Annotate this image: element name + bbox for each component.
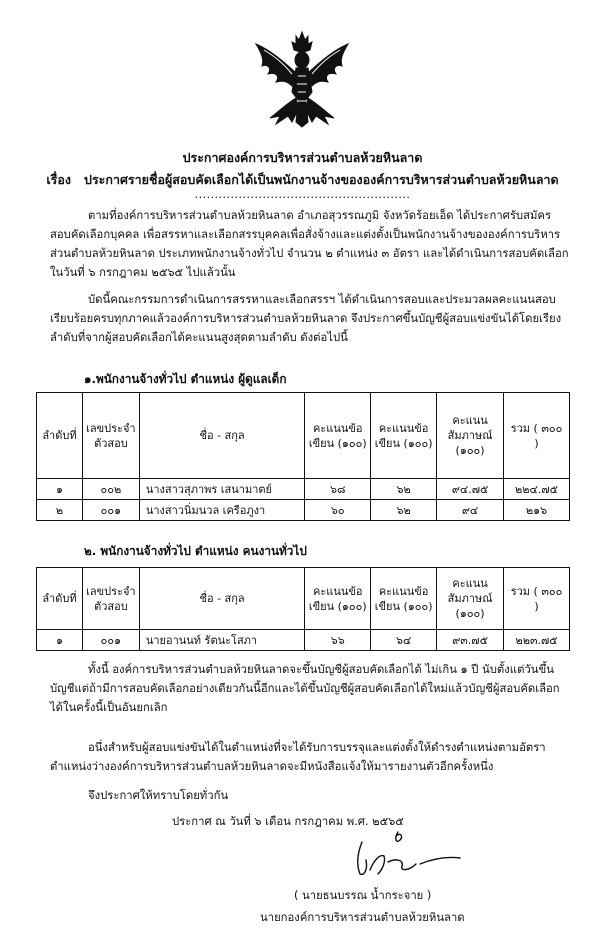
subject-label: เรื่อง	[46, 172, 71, 187]
paragraph-2-text: บัดนี้คณะกรรมการดำเนินการสรรหาและเลือกสรรฯ ได้ดำเนินการสอบและประมวลผลคะแนนสอบเรียบร้อยครบทุกภาคแล้วองค์การบริหารส่วนตำบลห้วยหินลาด จึงประกาศขึ้นบัญชีผู้สอบแข่งขันได้โดยเรียงลำดับที่จากผู้สอบคัดเลือกได้คะแนนสูงสุดตามลำดับ ดังต่อไปนี้	[50, 293, 562, 344]
paragraph-3-text: ทั้งนี้ องค์การบริหารส่วนตำบลห้วยหินลาดจะขึ้นบัญชีผู้สอบคัดเลือกได้ ไม่เกิน ๑ ปี นับตั้งแต่วันขึ้นบัญชีแต่ถ้ามีการสอบคัดเลือกอย่างเดียวกันนี้อีกและได้ขึ้นบัญชีผู้สอบคัดเลือกได้ใหม่แล้วบัญชีผู้สอบคัดเลือกได้ในครั้งนี้เป็นอันยกเลิก	[50, 663, 560, 714]
table-header-row	[37, 393, 570, 479]
org-title: ประกาศองค์การบริหารส่วนตำบลห้วยหินลาด	[182, 150, 423, 165]
header-total: รวม ( ๓๐๐ )	[504, 568, 570, 630]
cell-id: ๐๐๑	[82, 630, 139, 651]
header-name: ชื่อ - สกุล	[139, 568, 304, 630]
cell-name: นางสาวสุภาพร เสนามาตย์	[139, 479, 304, 500]
cell-written-1: ๖๘	[305, 479, 371, 500]
separator: ......................................................	[194, 188, 411, 201]
paragraph-1-text: ตามที่องค์การบริหารส่วนตำบลห้วยหินลาด อำเภอสุวรรณภูมิ จังหวัดร้อยเอ็ด ได้ประกาศรับสมัครสอบคัดเลือกบุคคล เพื่อสรรหาและเลือกสรรบุคคลเพื่อสั่งจ้างและแต่งตั้งเป็นพนักงานจ้างขององค์การบริหารส่วนตำบลห้วยหินลาด ประเภทพนักงานจ้างทั่วไป จำนวน ๒ ตำแหน่ง ๓ อัตรา และได้ดำเนินการสอบคัดเลือกในวันที่ ๖ กรกฎาคม ๒๕๖๕ ไปแล้วนั้น	[50, 209, 569, 279]
header-interview: คะแนนสัมภาษณ์ (๑๐๐)	[437, 393, 504, 479]
cell-interview: ๙๓.๗๕	[437, 630, 504, 651]
section-1-table	[36, 392, 570, 521]
paragraph-3	[50, 660, 570, 717]
paragraph-2	[50, 290, 570, 347]
header-written-1: คะแนนข้อเขียน (๑๐๐)	[305, 393, 371, 479]
header-total: รวม ( ๓๐๐ )	[504, 393, 570, 479]
cell-total: ๒๒๔.๗๕	[504, 479, 570, 500]
header-written-2: คะแนนข้อเขียน (๑๐๐)	[371, 568, 437, 630]
section-1-title: ๑.พนักงานจ้างทั่วไป ตำแหน่ง ผู้ดูแลเด็ก	[84, 372, 287, 386]
cell-written-1: ๖๐	[305, 500, 371, 521]
signature-icon	[340, 830, 470, 880]
table-row	[37, 630, 570, 651]
cell-total: ๒๑๖	[504, 500, 570, 521]
cell-interview: ๙๔.๗๕	[437, 479, 504, 500]
cell-id: ๐๐๑	[82, 500, 139, 521]
paragraph-1	[50, 206, 570, 282]
header-id: เลขประจำตัวสอบ	[82, 568, 139, 630]
section-2-title: ๒. พนักงานจ้างทั่วไป ตำแหน่ง คนงานทั่วไป	[84, 544, 307, 558]
cell-written-2: ๖๔	[371, 630, 437, 651]
paragraph-4	[50, 738, 570, 776]
subject-line	[0, 170, 605, 190]
header-rank: ลำดับที่	[37, 393, 83, 479]
cell-total: ๒๒๓.๗๕	[504, 630, 570, 651]
cell-name: นายอานนท์ รัตนะโสภา	[139, 630, 304, 651]
header-name: ชื่อ - สกุล	[139, 393, 304, 479]
header-written-1: คะแนนข้อเขียน (๑๐๐)	[305, 568, 371, 630]
paragraph-4-text: อนึ่งสำหรับผู้สอบแข่งขันได้ในตำแหน่งที่จะได้รับการบรรจุและแต่งตั้งให้ดำรงตำแหน่งตามอัตราตำแหน่งว่างองค์การบริหารส่วนตำบลห้วยหินลาดจะมีหนังสือแจ้งให้มารายงานตัวอีกครั้งหนึ่ง	[50, 741, 546, 773]
cell-rank: ๑	[37, 630, 83, 651]
table-row	[37, 500, 570, 521]
header-interview: คะแนนสัมภาษณ์ (๑๐๐)	[437, 568, 504, 630]
cell-interview: ๙๔	[437, 500, 504, 521]
cell-id: ๐๐๒	[82, 479, 139, 500]
signer-position: นายกองค์การบริหารส่วนตำบลห้วยหินลาด	[260, 911, 465, 924]
cell-written-1: ๖๖	[305, 630, 371, 651]
announce-date: ประกาศ ณ วันที่ ๖ เดือน กรกฎาคม พ.ศ. ๒๕๖๕	[172, 815, 404, 828]
table-row	[37, 479, 570, 500]
header-id: เลขประจำตัวสอบ	[82, 393, 139, 479]
header-written-2: คะแนนข้อเขียน (๑๐๐)	[371, 393, 437, 479]
cell-rank: ๑	[37, 479, 83, 500]
subject-text: ประกาศรายชื่อผู้สอบคัดเลือกได้เป็นพนักงานจ้างขององค์การบริหารส่วนตำบลห้วยหินลาด	[84, 172, 559, 187]
cell-written-2: ๖๒	[371, 500, 437, 521]
paragraph-5-text: จึงประกาศให้ทราบโดยทั่วกัน	[88, 789, 229, 802]
cell-written-2: ๖๒	[371, 479, 437, 500]
section-2-table	[36, 567, 570, 651]
header-rank: ลำดับที่	[37, 568, 83, 630]
table-header-row	[37, 568, 570, 630]
garuda-emblem-icon	[252, 30, 352, 128]
cell-name: นางสาวนิ่มนวล เครือภูงา	[139, 500, 304, 521]
paragraph-5	[50, 786, 570, 805]
cell-rank: ๒	[37, 500, 83, 521]
signer-name: ( นายธนบรรณ น้ำกระจาย )	[294, 889, 432, 902]
